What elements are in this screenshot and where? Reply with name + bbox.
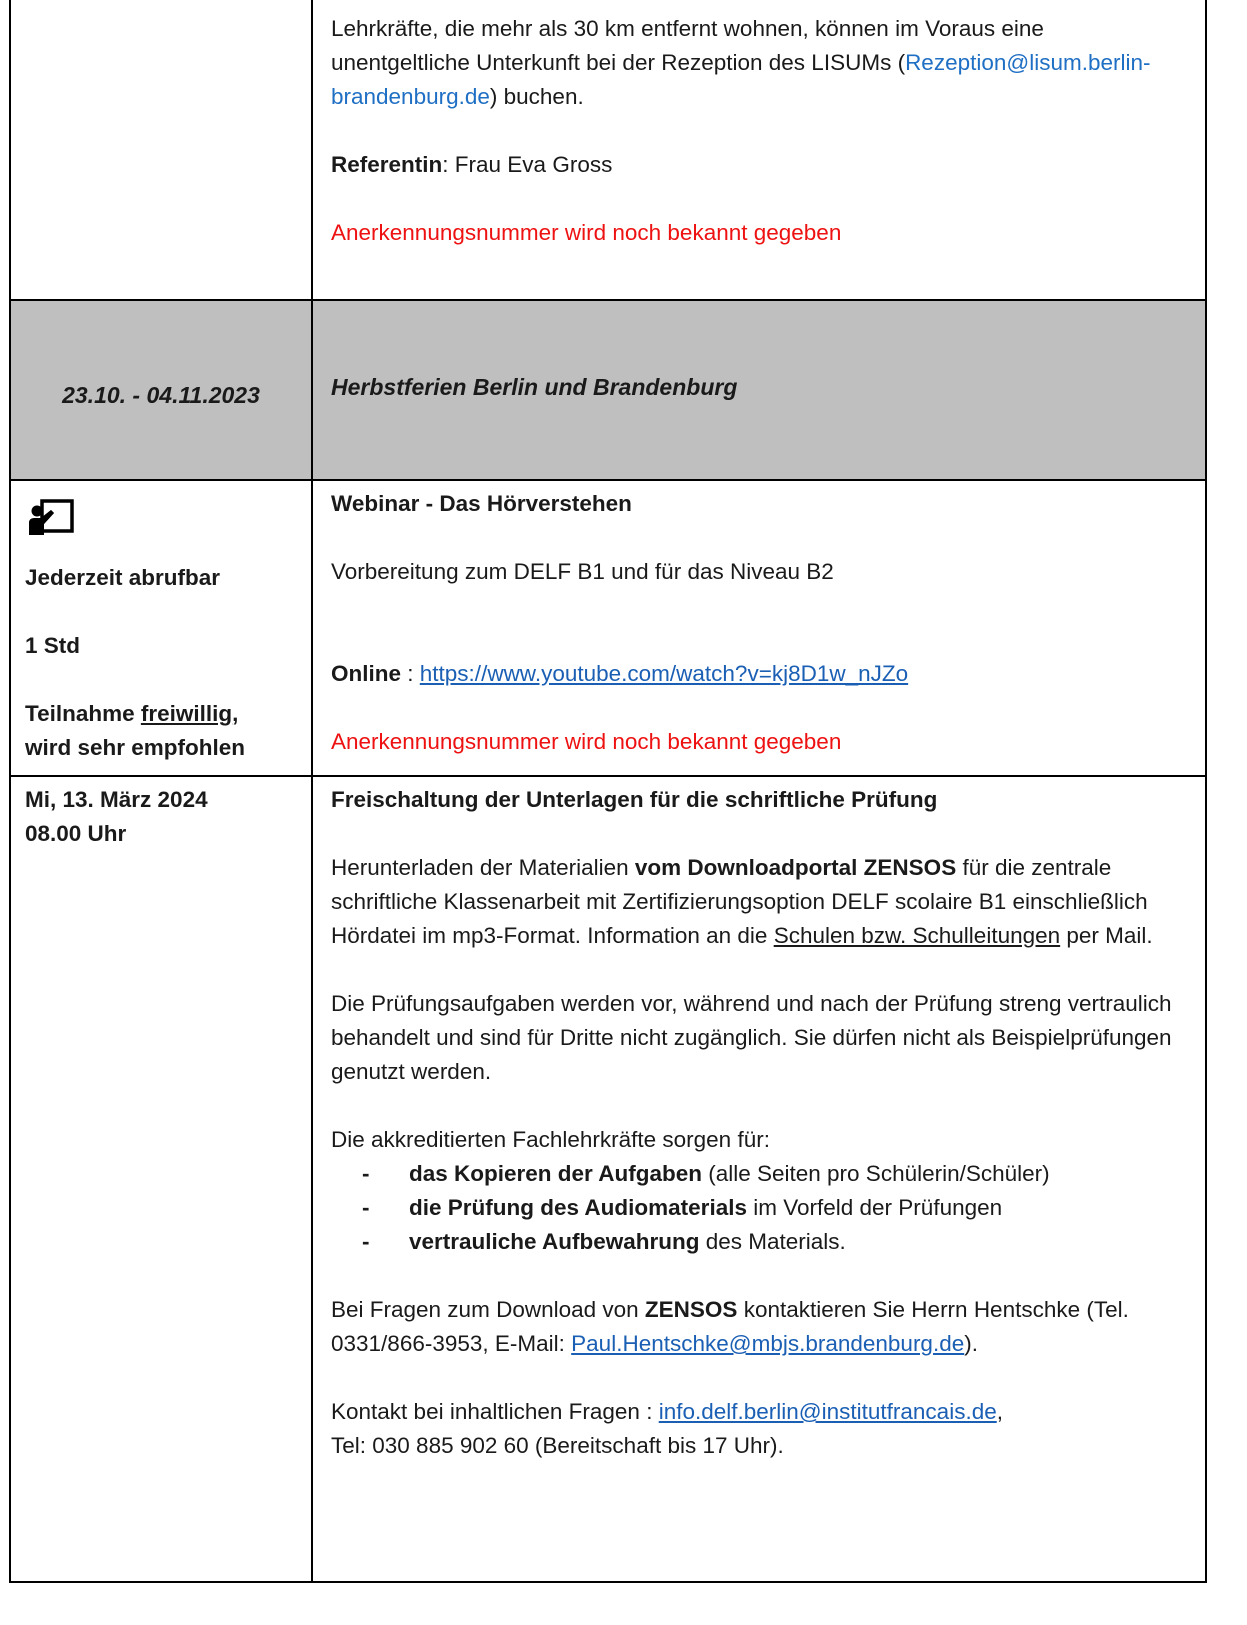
download-text-2: für die zentrale schriftliche Klassenarbeit mit Zertifizierungsoption DELF scolaire B1 einschließlich Hördatei im mp3-Format. Information an die	[331, 855, 1148, 948]
content-contact-line	[331, 1395, 1187, 1429]
duty-bold: die Prüfung des Audiomaterials	[409, 1195, 747, 1220]
accommodation-text-start: Lehrkräfte, die mehr als 30 km entfernt wohnen, können im Voraus eine unentgeltliche Unterkunft bei der Rezeption des LISUMs (	[331, 16, 1044, 75]
release-details-cell	[312, 776, 1206, 1582]
speaker-value: : Frau Eva Gross	[442, 152, 613, 177]
duty-rest: im Vorfeld der Prüfungen	[746, 1195, 1003, 1220]
zensos-name: ZENSOS	[644, 1297, 738, 1322]
release-time: 08.00 Uhr	[25, 821, 127, 846]
download-portal-text: vom Downloadportal ZENSOS	[634, 855, 957, 880]
duty-bold: das Kopieren der Aufgaben	[409, 1161, 702, 1186]
content-contact-label: Kontakt bei inhaltlichen Fragen :	[331, 1399, 659, 1424]
download-paragraph	[331, 851, 1187, 953]
webinar-title: Webinar - Das Hörverstehen	[331, 491, 632, 516]
schedule-table	[9, 0, 1207, 1583]
recommendation-text: wird sehr empfohlen	[25, 735, 246, 760]
voluntary-text: freiwillig	[140, 701, 233, 726]
duty-rest: (alle Seiten pro Schülerin/Schüler)	[701, 1161, 1050, 1186]
list-item	[409, 1191, 1187, 1225]
speaker-line	[331, 148, 1187, 182]
participation-text	[25, 697, 297, 731]
row1-right-cell	[312, 0, 1206, 300]
zensos-text-3: ).	[964, 1331, 978, 1356]
zensos-contact-paragraph	[331, 1293, 1187, 1361]
zensos-text-1: Bei Fragen zum Download von	[331, 1297, 645, 1322]
online-label: Online	[331, 661, 402, 686]
download-text-3: per Mail.	[1060, 923, 1153, 948]
online-line	[331, 657, 1187, 691]
hentschke-email-link[interactable]: Paul.Hentschke@mbjs.brandenburg.de	[571, 1331, 965, 1356]
recognition-number-note: Anerkennungsnummer wird noch bekannt gegeben	[331, 220, 842, 245]
holiday-dates: 23.10. - 04.11.2023	[62, 382, 260, 408]
content-contact-comma: ,	[996, 1399, 1003, 1424]
webinar-details-cell	[312, 480, 1206, 776]
release-date: Mi, 13. März 2024	[25, 787, 208, 812]
confidentiality-paragraph: Die Prüfungsaufgaben werden vor, während und nach der Prüfung streng vertraulich behandelt und sind für Dritte nicht zugänglich. Sie dürfen nicht als Beispielprüfungen genutzt werden.	[331, 991, 1172, 1084]
webinar-meta-cell	[10, 480, 312, 776]
speaker-label: Referentin	[331, 152, 443, 177]
duties-list	[331, 1157, 1187, 1259]
duties-intro: Die akkreditierten Fachlehrkräfte sorgen für:	[331, 1127, 770, 1152]
youtube-link[interactable]: https://www.youtube.com/watch?v=kj8D1w_nJZo	[419, 661, 909, 686]
holiday-name-cell	[312, 300, 1206, 480]
table-row	[10, 480, 1206, 776]
recognition-number-note: Anerkennungsnummer wird noch bekannt gegeben	[331, 729, 842, 754]
accommodation-text	[331, 12, 1187, 114]
content-contact-phone: Tel: 030 885 902 60 (Bereitschaft bis 17 Uhr).	[331, 1433, 784, 1458]
row1-left-cell	[10, 0, 312, 300]
table-row	[10, 300, 1206, 480]
list-item	[409, 1157, 1187, 1191]
availability-text: Jederzeit abrufbar	[25, 565, 221, 590]
participation-comma: ,	[232, 701, 239, 726]
table-row	[10, 776, 1206, 1582]
table-row	[10, 0, 1206, 300]
download-text-1: Herunterladen der Materialien	[331, 855, 635, 880]
release-date-cell	[10, 776, 312, 1582]
holiday-name: Herbstferien Berlin und Brandenburg	[331, 374, 738, 400]
duration-text: 1 Std	[25, 633, 81, 658]
webinar-subtitle: Vorbereitung zum DELF B1 und für das Niveau B2	[331, 559, 834, 584]
zensos-text-2: kontaktieren Sie Herrn Hentschke (Tel. 0331/866-3953, E-Mail:	[331, 1297, 1129, 1356]
institut-email-link[interactable]: info.delf.berlin@institutfrancais.de	[658, 1399, 997, 1424]
schools-text: Schulen bzw. Schulleitungen	[773, 923, 1061, 948]
duty-rest: des Materials.	[699, 1229, 846, 1254]
reception-email-link[interactable]: Rezeption@lisum.berlin-brandenburg.de	[331, 50, 1151, 109]
holiday-dates-cell	[10, 300, 312, 480]
accommodation-text-end: ) buchen.	[489, 84, 584, 109]
participation-label: Teilnahme	[25, 701, 141, 726]
release-title: Freischaltung der Unterlagen für die schriftliche Prüfung	[331, 787, 938, 812]
online-separator: :	[401, 661, 420, 686]
teacher-presentation-icon	[27, 499, 75, 539]
list-item	[409, 1225, 1187, 1259]
duty-bold: vertrauliche Aufbewahrung	[409, 1229, 700, 1254]
